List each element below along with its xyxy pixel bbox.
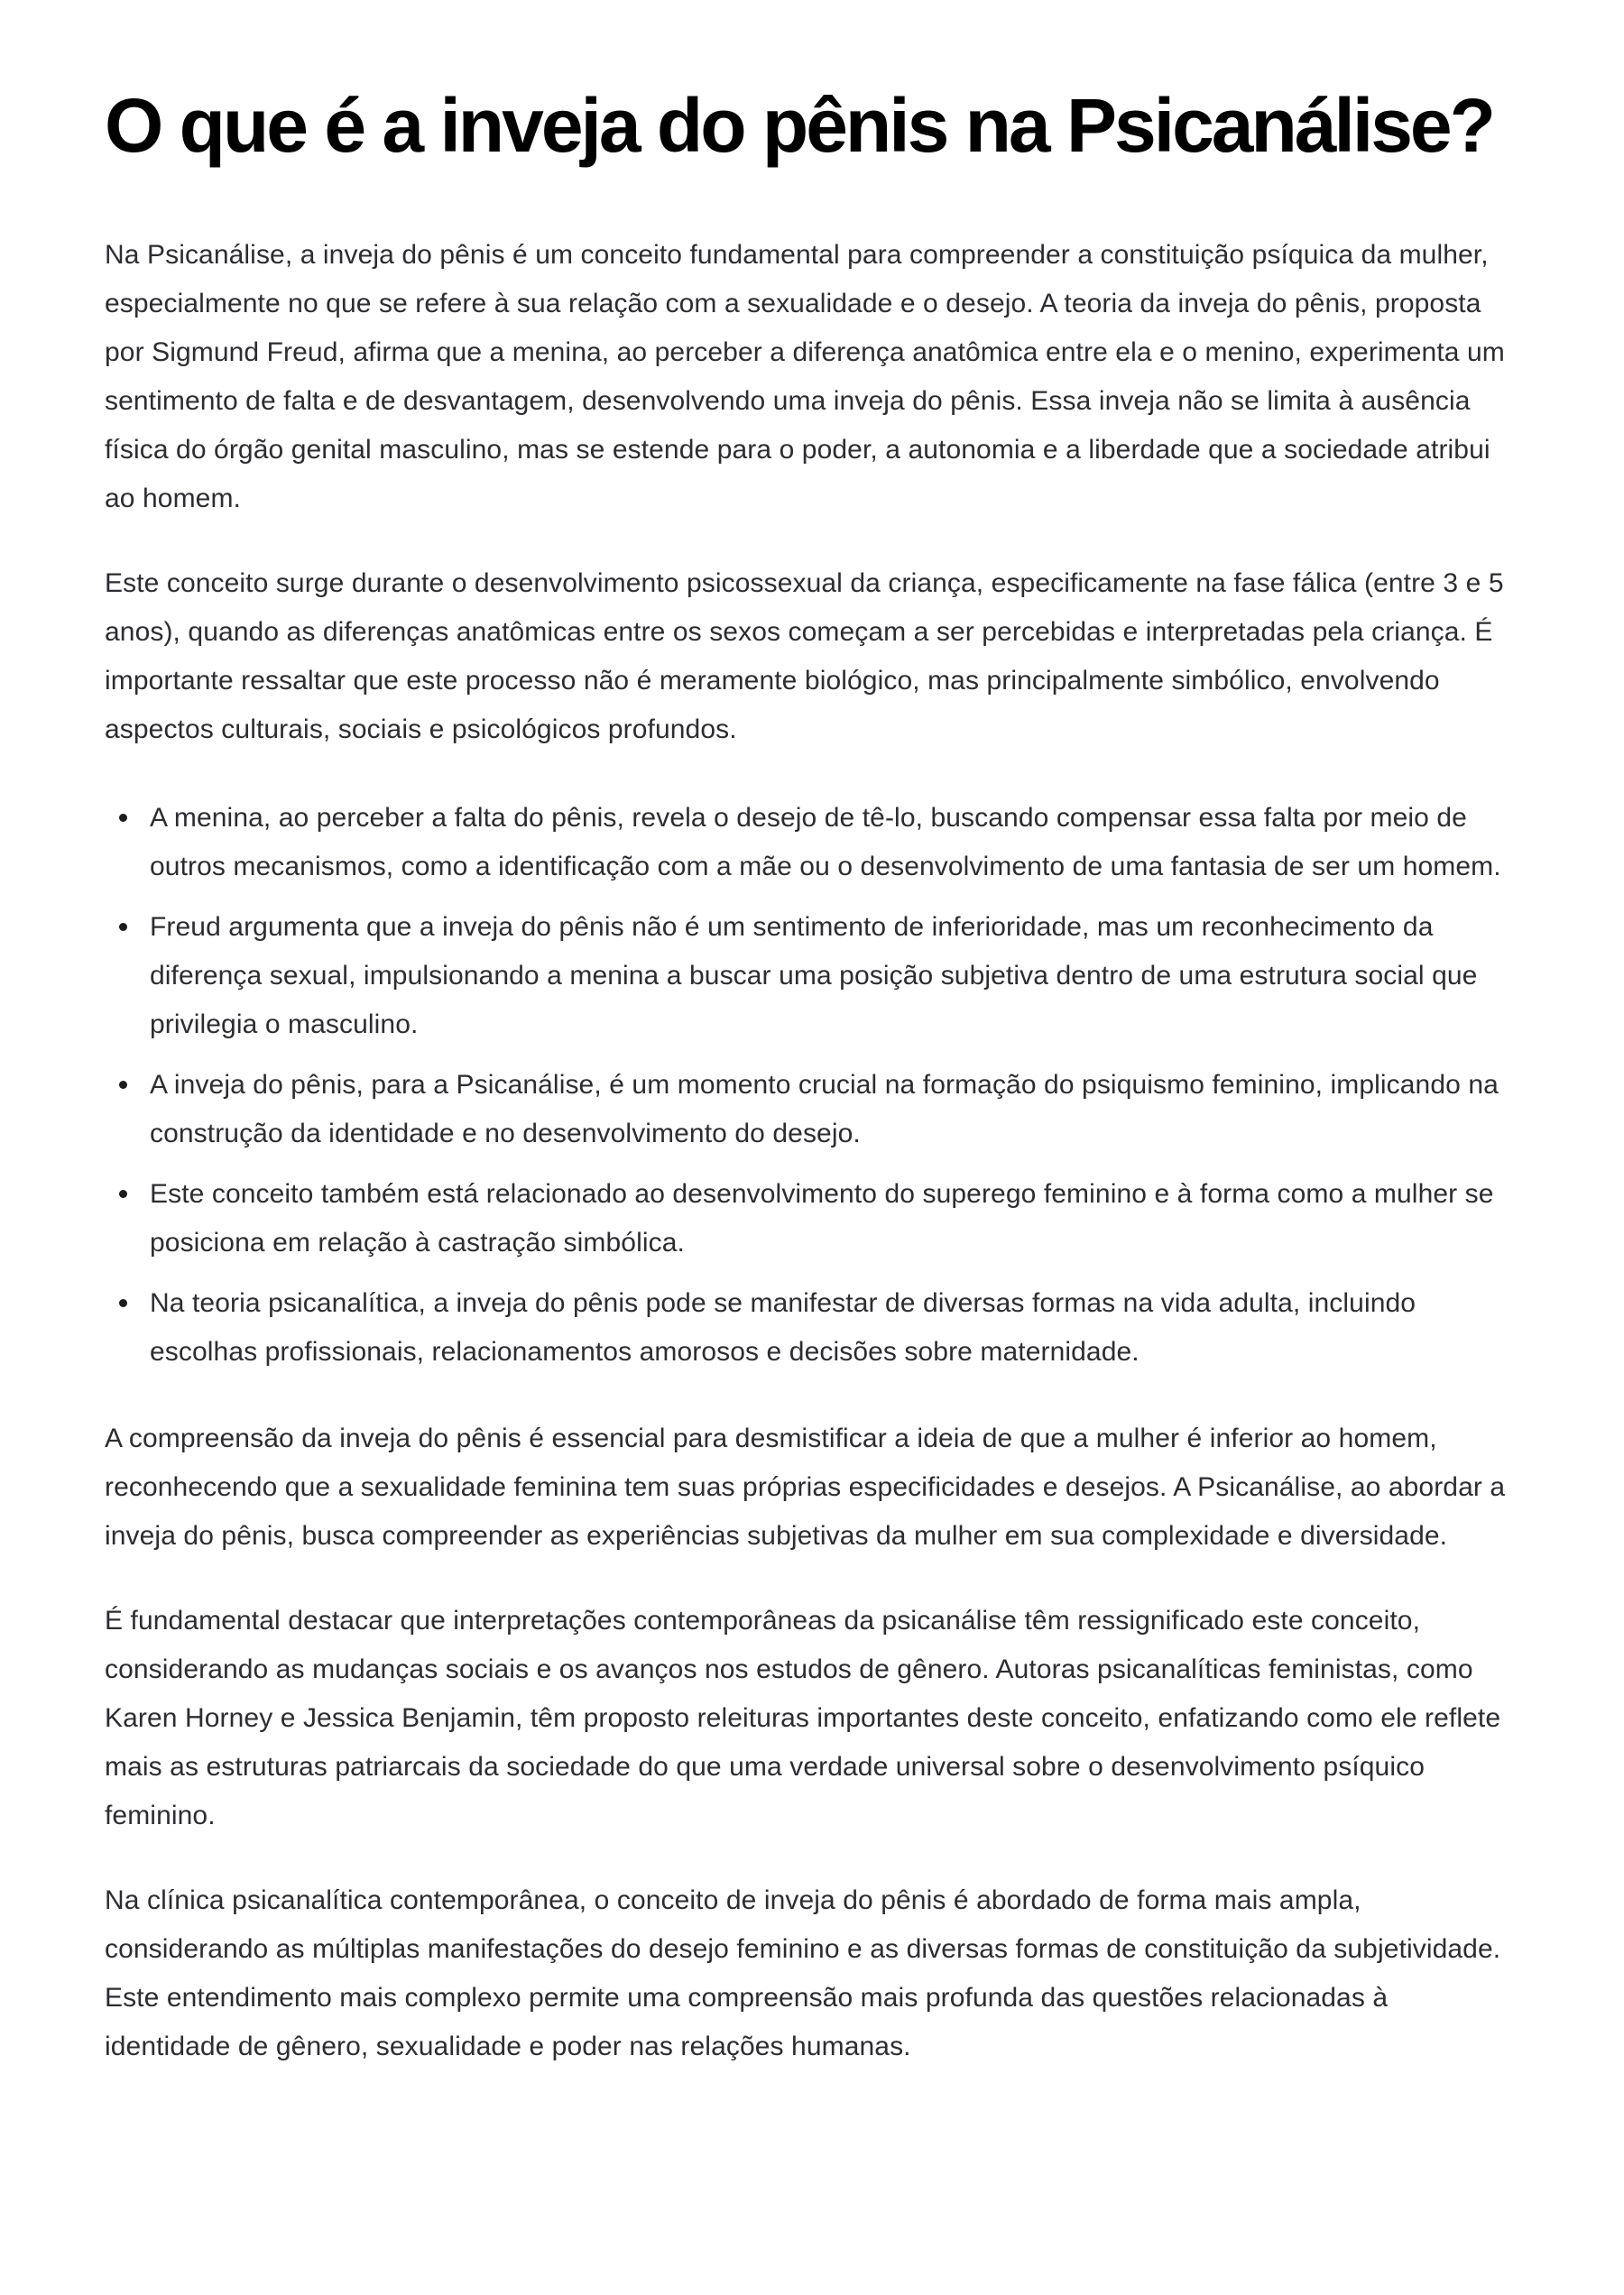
paragraph-conclusion-2: É fundamental destacar que interpretações contemporâneas da psicanálise têm ressignificado este conceito, considerando as mudanças sociais e os avanços nos estudos de gênero. Autoras psicanalíticas feministas, como Karen Horney e Jessica Benjamin, têm proposto releituras importantes deste conceito, enfatizando como ele reflete mais as estruturas patriarcais da sociedade do que uma verdade universal sobre o desenvolvimento psíquico feminino. (105, 1606, 1501, 1831)
bullet-marker-icon (119, 923, 127, 931)
list-item (105, 794, 1519, 891)
list-item (105, 1170, 1519, 1267)
paragraph-intro-1: Na Psicanálise, a inveja do pênis é um conceito fundamental para compreender a constituição psíquica da mulher, especialmente no que se refere à sua relação com a sexualidade e o desejo. A teoria da inveja do pênis, proposta por Sigmund Freud, afirma que a menina, ao perceber a diferença anatômica entre ela e o menino, experimenta um sentimento de falta e de desvantagem, desenvolvendo uma inveja do pênis. Essa inveja não se limita à ausência física do órgão genital masculino, mas se estende para o poder, a autonomia e a liberdade que a sociedade atribui ao homem. (105, 240, 1505, 514)
list-item-text: A inveja do pênis, para a Psicanálise, é um momento crucial na formação do psiquismo feminino, implicando na construção da identidade e no desenvolvimento do desejo. (150, 1070, 1499, 1149)
bullet-list (105, 794, 1519, 1377)
list-item-text: Na teoria psicanalítica, a inveja do pênis pode se manifestar de diversas formas na vida adulta, incluindo escolhas profissionais, relacionamentos amorosos e decisões sobre maternidade. (150, 1288, 1416, 1368)
bullet-marker-icon (119, 1190, 127, 1198)
bullet-marker-icon (119, 1081, 127, 1089)
list-item (105, 1061, 1519, 1158)
list-item-text: Este conceito também está relacionado ao desenvolvimento do superego feminino e à forma como a mulher se posiciona em relação à castração simbólica. (150, 1179, 1494, 1258)
paragraph-conclusion-1: A compreensão da inveja do pênis é essencial para desmistificar a ideia de que a mulher é inferior ao homem, reconhecendo que a sexualidade feminina tem suas próprias especificidades e desejos. A Psicanálise, ao abordar a inveja do pênis, busca compreender as experiências subjetivas da mulher em sua complexidade e diversidade. (105, 1424, 1506, 1552)
list-item (105, 903, 1519, 1049)
list-item-text: Freud argumenta que a inveja do pênis não é um sentimento de inferioridade, mas um reconhecimento da diferença sexual, impulsionando a menina a buscar uma posição subjetiva dentro de uma estrutura social que privilegia o masculino. (150, 912, 1478, 1040)
bullet-marker-icon (119, 1299, 127, 1307)
list-item (105, 1279, 1519, 1377)
page-title: O que é a inveja do pênis na Psicanálise? (105, 83, 1493, 168)
paragraph-intro-2: Este conceito surge durante o desenvolvimento psicossexual da criança, especificamente na fase fálica (entre 3 e 5 anos), quando as diferenças anatômicas entre os sexos começam a ser percebidas e interpretadas pela criança. É importante ressaltar que este processo não é meramente biológico, mas principalmente simbólico, envolvendo aspectos culturais, sociais e psicológicos profundos. (105, 568, 1504, 745)
list-item-text: A menina, ao perceber a falta do pênis, revela o desejo de tê-lo, buscando compensar essa falta por meio de outros mecanismos, como a identificação com a mãe ou o desenvolvimento de uma fantasia de ser um homem. (150, 803, 1501, 882)
bullet-marker-icon (119, 814, 127, 822)
paragraph-conclusion-3: Na clínica psicanalítica contemporânea, o conceito de inveja do pênis é abordado de forma mais ampla, considerando as múltiplas manifestações do desejo feminino e as diversas formas de constituição da subjetividade. Este entendimento mais complexo permite uma compreensão mais profunda das questões relacionadas à identidade de gênero, sexualidade e poder nas relações humanas. (105, 1885, 1501, 2062)
